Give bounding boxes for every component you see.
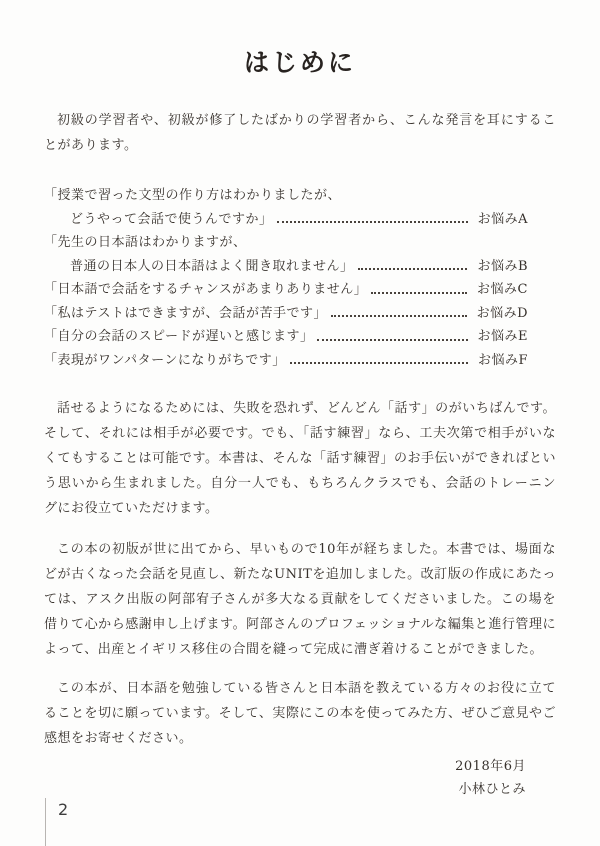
intro-paragraph: 初級の学習者や、初級が修了したばかりの学習者から、こんな発言を耳にすることがあります。: [44, 113, 556, 153]
dotted-leader: [317, 339, 467, 341]
complaint-d-label: お悩みD: [476, 305, 528, 321]
complaint-c-label: お悩みC: [477, 282, 528, 297]
complaint-b-label: お悩みB: [477, 258, 528, 274]
complaint-a-label: お悩みA: [477, 211, 528, 227]
complaint-a-line1: 「授業で習った文型の作り方はわかりましたが、: [44, 188, 342, 203]
complaint-b-line2: 普通の日本人の日本語はよく聞き取れません」: [70, 258, 354, 274]
complaint-e-line: 「自分の会話のスピードが遅いと感じます」: [44, 329, 314, 344]
complaint-a-row: [44, 208, 528, 232]
complaint-b-line1: 「先生の日本語はわかりますが、: [44, 235, 247, 250]
dotted-leader: [290, 362, 468, 364]
complaint-c-row: [44, 278, 528, 302]
publish-date: 2018年6月: [455, 759, 526, 774]
paragraph-hope: この本が、日本語を勉強している皆さんと日本語を教えている方々のお役に立てることを切に願っています。そして、実際にこの本を使ってみた方、ぜひご意見やご感想をお寄せください。: [44, 681, 556, 746]
dotted-leader: [277, 221, 468, 223]
paragraph-practice: 話せるようになるためには、失敗を恐れず、どんどん「話す」のがいちばんです。そして、それには相手が必要です。でも、「話す練習」なら、工夫次第で相手がいなくてもすることは可能です。本書は、そんな「話す練習」のお手伝いができればという思いから生まれました。自分一人でも、もちろんクラスでも、会話のトレーニングにお役立ていただけます。: [44, 401, 556, 516]
complaint-d-line: 「私はテストはできますが、会話が苦手です」: [44, 305, 327, 321]
complaint-f-label: お悩みF: [477, 352, 528, 368]
dotted-leader: [331, 315, 467, 317]
complaint-e-label: お悩みE: [477, 329, 528, 344]
dotted-leader: [371, 292, 467, 294]
signature-block: [44, 755, 556, 801]
dotted-leader: [358, 268, 468, 270]
paragraph-revision: この本の初版が世に出てから、早いもので10年が経ちました。本書では、場面などが古くなった会話を見直し、新たなUNITを追加しました。改訂版の作成にあたっては、アスク出版の阿部宥子さんが多大なる貢献をしてくださいました。この場を借りて心から感謝申し上げます。阿部さんのプロフェッショナルな編集と進行管理によって、出産とイギリス移住の合間を縫って完成に漕ぎ着けることができました。: [44, 542, 556, 657]
complaint-f-row: [44, 349, 528, 373]
complaint-b-row: [44, 255, 528, 279]
author-name: 小林ひとみ: [458, 782, 526, 797]
complaint-d-row: [44, 302, 528, 326]
complaint-e-row: [44, 325, 528, 349]
complaint-f-line: 「表現がワンパターンになりがちです」: [44, 352, 286, 368]
page-title: はじめに: [243, 48, 356, 77]
page-number: 2: [58, 800, 69, 819]
page-footer: [45, 798, 68, 846]
complaint-a-line2: どうやって会話で使うんですか」: [70, 211, 273, 227]
complaint-c-line: 「日本語で会話をするチャンスがあまりありません」: [44, 282, 368, 297]
complaints-list: [44, 184, 556, 372]
page-content: [44, 0, 556, 801]
